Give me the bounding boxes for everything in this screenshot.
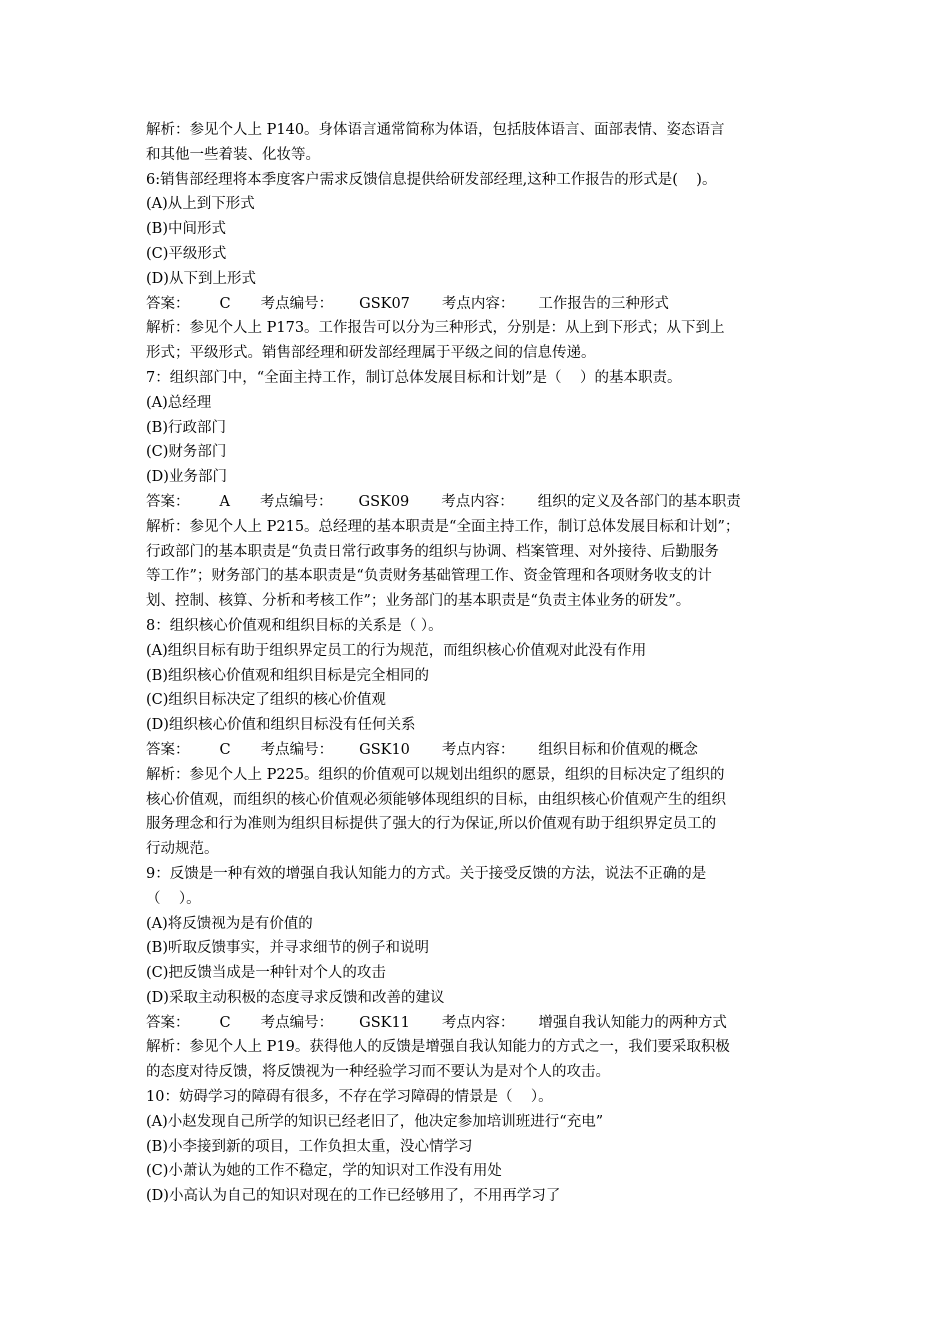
option-d: (D)组织核心价值和组织目标没有任何关系 [146, 717, 416, 734]
analysis-line: 行政部门的基本职责是“负责日常行政事务的组织与协调、档案管理、对外接待、后勤服务 [146, 543, 719, 560]
option-b: (B)中间形式 [146, 221, 226, 238]
question-text: 6:销售部经理将本季度客户需求反馈信息提供给研发部经理,这种工作报告的形式是( )。 [146, 171, 717, 188]
option-a: (A)将反馈视为是有价值的 [146, 915, 313, 932]
option-a: (A)组织目标有助于组织界定员工的行为规范，而组织核心价值观对此没有作用 [146, 642, 647, 659]
option-c: (C)把反馈当成是一种针对个人的攻击 [146, 965, 386, 982]
content-value: 工作报告的三种形式 [538, 295, 669, 312]
answer-value: C [219, 741, 231, 758]
content-label: 考点内容： [441, 1014, 515, 1031]
option-d: (D)从下到上形式 [146, 270, 256, 287]
analysis-line: 划、控制、核算、分析和考核工作”；业务部门的基本职责是“负责主体业务的研发”。 [146, 593, 691, 610]
answer-line [146, 738, 814, 763]
content-label: 考点内容： [441, 295, 515, 312]
answer-line [146, 292, 814, 317]
question-9 [146, 862, 814, 1085]
analysis-line: 行动规范。 [146, 841, 219, 858]
question-text: 7：组织部门中，“全面主持工作，制订总体发展目标和计划”是（ ）的基本职责。 [146, 369, 682, 386]
question-text: （ ）。 [146, 890, 201, 907]
code-value: GSK10 [359, 741, 410, 758]
question-text: 10：妨碍学习的障碍有很多，不存在学习障碍的情景是（ ）。 [146, 1089, 553, 1106]
code-value: GSK07 [359, 295, 410, 312]
code-value: GSK11 [359, 1014, 410, 1031]
content-value: 增强自我认知能力的两种方式 [538, 1014, 727, 1031]
answer-line [146, 1011, 814, 1036]
option-a: (A)从上到下形式 [146, 196, 255, 213]
analysis-line: 解析：参见个人上 P140。身体语言通常简称为体语，包括肢体语言、面部表情、姿态语言 [146, 122, 725, 138]
answer-value: A [219, 493, 230, 510]
option-a: (A)总经理 [146, 394, 212, 411]
analysis-line: 和其他一些着装、化妆等。 [146, 146, 320, 163]
question-7 [146, 366, 814, 614]
answer-label: 答案： [146, 295, 190, 312]
answer-label: 答案： [146, 493, 190, 510]
answer-label: 答案： [146, 741, 190, 758]
question-8 [146, 614, 814, 862]
content-value: 组织的定义及各部门的基本职责 [537, 493, 741, 510]
code-label: 考点编号： [260, 1014, 334, 1031]
option-b: (B)小李接到新的项目，工作负担太重，没心情学习 [146, 1138, 473, 1155]
option-c: (C)平级形式 [146, 245, 227, 262]
question-text: 9：反馈是一种有效的增强自我认知能力的方式。关于接受反馈的方法，说法不正确的是 [146, 865, 707, 882]
option-d: (D)小高认为自己的知识对现在的工作已经够用了，不用再学习了 [146, 1188, 561, 1205]
q5-analysis [146, 118, 814, 168]
analysis-line: 形式；平级形式。销售部经理和研发部经理属于平级之间的信息传递。 [146, 345, 596, 362]
option-c: (C)小萧认为她的工作不稳定，学的知识对工作没有用处 [146, 1163, 502, 1180]
answer-value: C [219, 295, 231, 312]
document-page [146, 118, 814, 1209]
question-10 [146, 1085, 814, 1209]
code-label: 考点编号： [260, 741, 334, 758]
content-label: 考点内容： [441, 493, 514, 510]
code-value: GSK09 [358, 493, 410, 510]
code-label: 考点编号： [259, 493, 333, 510]
option-b: (B)听取反馈事实，并寻求细节的例子和说明 [146, 940, 429, 957]
question-6 [146, 168, 814, 366]
analysis-line: 服务理念和行为准则为组织目标提供了强大的行为保证,所以价值观有助于组织界定员工的 [146, 816, 717, 833]
content-value: 组织目标和价值观的概念 [538, 741, 698, 758]
option-b: (B)组织核心价值观和组织目标是完全相同的 [146, 667, 429, 684]
question-text: 8：组织核心价值观和组织目标的关系是（ ）。 [146, 617, 443, 634]
option-a: (A)小赵发现自己所学的知识已经老旧了，他决定参加培训班进行“充电” [146, 1113, 604, 1130]
analysis-line: 解析：参见个人上 P225。组织的价值观可以规划出组织的愿景，组织的目标决定了组织的 [146, 766, 725, 783]
option-b: (B)行政部门 [146, 419, 226, 436]
option-d: (D)采取主动积极的态度寻求反馈和改善的建议 [146, 989, 445, 1006]
analysis-line: 解析：参见个人上 P173。工作报告可以分为三种形式，分别是：从上到下形式；从下到上 [146, 320, 725, 337]
answer-value: C [219, 1014, 231, 1031]
analysis-line: 的态度对待反馈，将反馈视为一种经验学习而不要认为是对个人的攻击。 [146, 1064, 610, 1081]
code-label: 考点编号： [260, 295, 334, 312]
content-label: 考点内容： [441, 741, 515, 758]
analysis-line: 等工作”；财务部门的基本职责是“负责财务基础管理工作、资金管理和各项财务收支的计 [146, 568, 712, 585]
analysis-line: 解析：参见个人上 P215。总经理的基本职责是“全面主持工作，制订总体发展目标和计划”； [146, 518, 740, 535]
option-c: (C)组织目标决定了组织的核心价值观 [146, 692, 386, 709]
analysis-line: 解析：参见个人上 P19。获得他人的反馈是增强自我认知能力的方式之一，我们要采取积极 [146, 1039, 730, 1056]
answer-line [146, 490, 814, 515]
option-d: (D)业务部门 [146, 469, 227, 486]
analysis-line: 核心价值观，而组织的核心价值观必须能够体现组织的目标，由组织核心价值观产生的组织 [146, 791, 726, 808]
option-c: (C)财务部门 [146, 444, 227, 461]
answer-label: 答案： [146, 1014, 190, 1031]
